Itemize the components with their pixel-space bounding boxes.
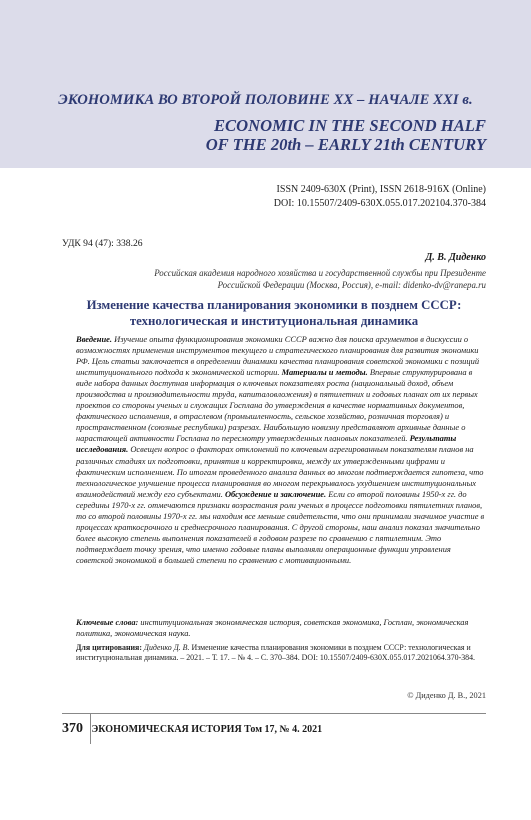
article-title [62, 297, 486, 329]
citation-heading: Для цитирования: [76, 643, 142, 652]
affiliation [66, 267, 486, 291]
abstract-text [76, 334, 486, 566]
affiliation-line1: Российская академия народного хозяйства и государственной службы при Президенте [154, 268, 486, 278]
keywords-text: институциональная экономическая история, советская экономика, Госплан, экономическая политика, экономическая наука. [76, 618, 469, 638]
abstract-methods-text: Впервые структурирована в виде набора данных доступная информация о ключевых показателях роста (национальный доход, объем производства и производительности труда, капиталовложения) в пятилетних и годовых планах от их первых проектов со стороны ученых и служащих Госплана до утверждения в качестве нормативных документов, фактического исполнения, в отраслевом (промышленность, сельское хозяйство, розничная торговля) и пространственном (союзные республики) разрезах. Наибольшую новизну представляют архивные данные о нарастающей активности Госплана по пересмотру утвержденных плановых показателей. [76, 367, 478, 444]
author-name: Д. В. Диденко [425, 252, 486, 263]
section-title-ru: ЭКОНОМИКА ВО ВТОРОЙ ПОЛОВИНЕ XX – НАЧАЛЕ XXI в. [58, 92, 473, 108]
keywords-heading: Ключевые слова: [76, 618, 139, 627]
article-title-line2: технологическая и институциональная динамика [129, 314, 419, 328]
header-band [0, 0, 531, 168]
abstract [76, 334, 486, 566]
abstract-discussion-text: Если со второй половины 1950-х гг. до середины 1970-х гг. отмечаются признаки возрастания роли ученых в процессе подготовки пятилетних планов, то со второй половины 1970-х гг. мы находим все меньше свидетельств, что они принимали значимое участие в процессах краткосрочного и среднесрочного планирования. С другой стороны, наш анализ показал значительно более высокую степень выполнения показателей в годовом разрезе по сравнению с пятилетним. Это подтверждает точку зрения, что именно годовые планы выполняли операционные функции управления советской экономикой в большей степени по сравнению с мотивационными. [76, 488, 485, 565]
issn: ISSN 2409-630X (Print), ISSN 2618-916X (Online) [276, 184, 486, 195]
identifiers [274, 183, 486, 210]
abstract-results-text: Освещен вопрос о факторах отклонений по ключевым агрегированным показателям планов на различных стадиях их подготовки, принятия и корректировки, между их утвержденными цифрами и фактическим исполнением. По итогам проведенного анализа данных во многом подтверждается гипотеза, что технологическое улучшение процесса планирования во многом перекрывалось ухудшением институциональных взаимодействий между его субъектами. [76, 444, 484, 499]
citation-text: Изменение качества планирования экономики в позднем СССР: технологическая и институциональная динамика. – 2021. – Т. 17. – № 4. – С. 370–384. DOI: 10.15507/2409-630X.055.017.2021064.370-384. [76, 643, 476, 663]
section-title-en-line1: ECONOMIC IN THE SECOND HALF [213, 116, 486, 135]
copyright: © Диденко Д. В., 2021 [407, 691, 486, 700]
journal-info: ЭКОНОМИЧЕСКАЯ ИСТОРИЯ Том 17, № 4. 2021 [91, 724, 323, 735]
doi[interactable]: DOI: 10.15507/2409-630X.055.017.202104.370-384 [273, 197, 486, 209]
article-title-line1: Изменение качества планирования экономики в позднем СССР: [86, 298, 462, 312]
affiliation-line2[interactable]: Российской Федерации (Москва, Россия), e-mail: didenko-dv@ranepa.ru [217, 280, 486, 290]
footer-divider [62, 713, 486, 714]
footer [62, 721, 322, 737]
abstract-intro-heading: Введение. [76, 334, 112, 344]
section-title-en [206, 116, 486, 154]
udk-code: УДК 94 (47): 338.26 [62, 238, 143, 249]
citation-author: Диденко Д. В. [141, 643, 190, 652]
section-title-en-line2: OF THE 20th – EARLY 21th CENTURY [205, 135, 486, 154]
abstract-results-heading: Результаты исследования. [76, 433, 457, 455]
abstract-methods-heading: Материалы и методы. [281, 367, 368, 378]
page-number: 370 [62, 721, 83, 736]
abstract-intro-text: Изучение опыта функционирования экономики СССР важно для поиска аргументов в дискуссии о возможностях применения инструментов текущего и стратегического планирования для развития экономики РФ. Цель статьи заключается в определении динамики качества планирования советской экономики с позиций институционального подхода к экономической истории. [76, 334, 480, 378]
abstract-discussion-heading: Обсуждение и заключение. [224, 488, 327, 499]
citation [76, 643, 486, 664]
keywords [76, 617, 486, 639]
